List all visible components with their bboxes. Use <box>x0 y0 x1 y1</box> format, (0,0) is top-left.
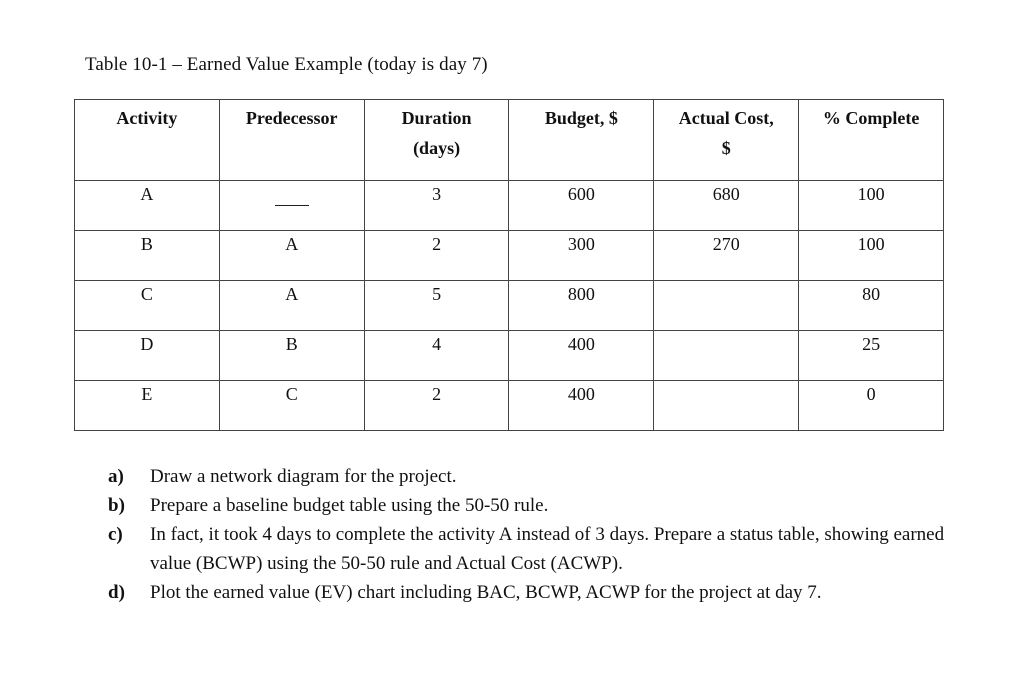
header-budget <box>509 100 654 181</box>
cell-budget: 800 <box>509 281 654 331</box>
cell-activity: D <box>75 331 220 381</box>
table-row <box>75 281 944 331</box>
header-activity <box>75 100 220 181</box>
cell-duration: 4 <box>364 331 509 381</box>
cell-budget: 400 <box>509 381 654 431</box>
cell-actual-cost <box>654 381 799 431</box>
table-caption: Table 10-1 – Earned Value Example (today is day 7) <box>85 54 488 75</box>
cell-budget: 300 <box>509 231 654 281</box>
header-duration-unit: (days) <box>413 138 461 158</box>
header-actual-cost-unit: $ <box>721 138 731 158</box>
header-actual-cost <box>654 100 799 181</box>
question-item <box>108 462 958 491</box>
question-marker: b) <box>108 495 125 516</box>
question-text: Plot the earned value (EV) chart including BAC, BCWP, ACWP for the project at day 7. <box>150 582 822 603</box>
question-text: In fact, it took 4 days to complete the activity A instead of 3 days. Prepare a status table, showing earned value (BCWP) using the 50-50 rule and Actual Cost (ACWP). <box>150 524 945 574</box>
header-activity-label: Activity <box>116 108 178 128</box>
cell-activity: C <box>75 281 220 331</box>
cell-predecessor-none <box>219 181 364 231</box>
question-marker: d) <box>108 582 125 603</box>
cell-duration: 2 <box>364 231 509 281</box>
cell-actual-cost: 270 <box>654 231 799 281</box>
question-item <box>108 491 958 520</box>
cell-percent-complete: 25 <box>799 331 944 381</box>
cell-actual-cost: 680 <box>654 181 799 231</box>
cell-predecessor: C <box>219 381 364 431</box>
cell-activity: B <box>75 231 220 281</box>
question-text: Draw a network diagram for the project. <box>150 466 457 487</box>
cell-duration: 5 <box>364 281 509 331</box>
cell-actual-cost <box>654 281 799 331</box>
header-actual-cost-label: Actual Cost, <box>678 108 774 128</box>
table-row <box>75 181 944 231</box>
header-duration-label: Duration <box>401 108 472 128</box>
table-row <box>75 381 944 431</box>
cell-activity: A <box>75 181 220 231</box>
header-percent-complete <box>799 100 944 181</box>
cell-predecessor: A <box>219 281 364 331</box>
table-header-row <box>75 100 944 181</box>
cell-percent-complete: 80 <box>799 281 944 331</box>
no-predecessor-dash <box>275 205 309 206</box>
cell-actual-cost <box>654 331 799 381</box>
question-marker: c) <box>108 524 123 545</box>
cell-duration: 3 <box>364 181 509 231</box>
question-item <box>108 520 958 578</box>
cell-activity: E <box>75 381 220 431</box>
question-text: Prepare a baseline budget table using the 50-50 rule. <box>150 495 549 516</box>
question-marker: a) <box>108 466 124 487</box>
header-percent-complete-label: % Complete <box>822 108 920 128</box>
question-list <box>108 462 958 607</box>
cell-predecessor: A <box>219 231 364 281</box>
question-item <box>108 578 958 607</box>
earned-value-table <box>74 99 944 431</box>
cell-duration: 2 <box>364 381 509 431</box>
header-duration <box>364 100 509 181</box>
cell-budget: 600 <box>509 181 654 231</box>
header-predecessor-label: Predecessor <box>245 108 338 128</box>
header-budget-label: Budget, $ <box>544 108 618 128</box>
cell-predecessor: B <box>219 331 364 381</box>
cell-budget: 400 <box>509 331 654 381</box>
table-row <box>75 331 944 381</box>
table-row <box>75 231 944 281</box>
cell-percent-complete: 100 <box>799 231 944 281</box>
cell-percent-complete: 100 <box>799 181 944 231</box>
header-predecessor <box>219 100 364 181</box>
cell-percent-complete: 0 <box>799 381 944 431</box>
